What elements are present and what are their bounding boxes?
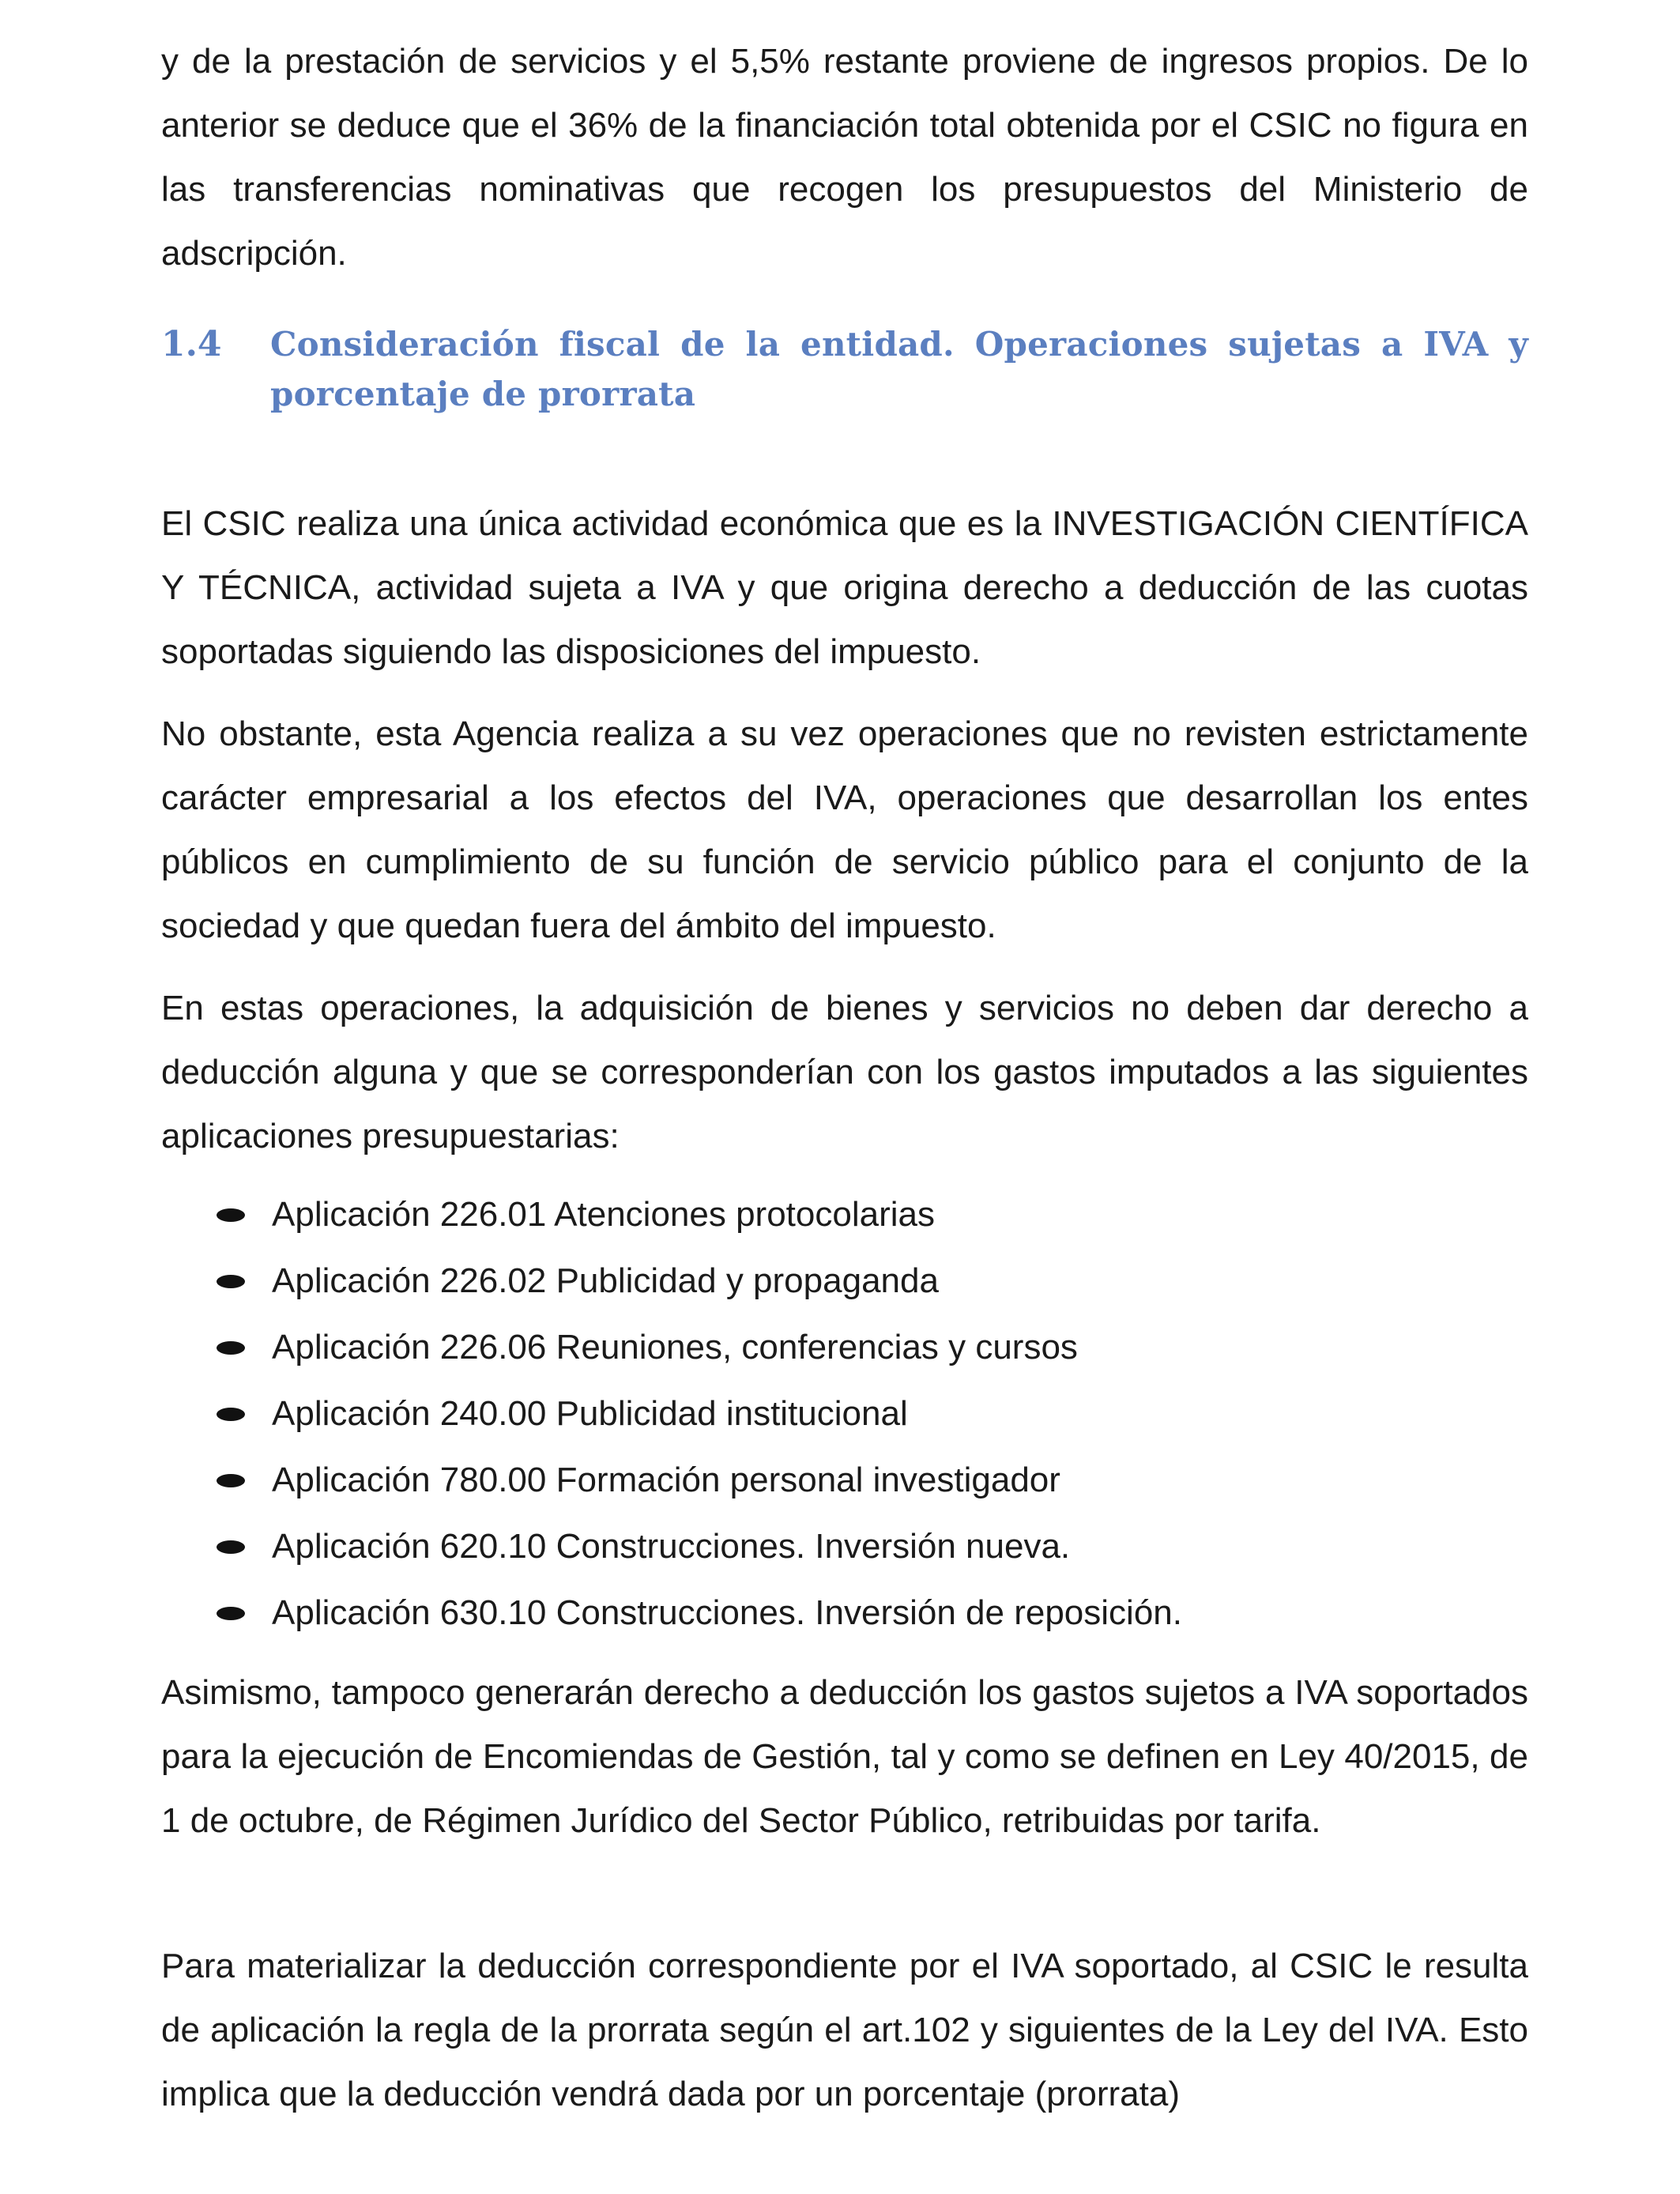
bullet-icon [217, 1474, 245, 1487]
bullet-icon [217, 1408, 245, 1421]
list-item [161, 1248, 1528, 1314]
paragraph-non-business-operations: No obstante, esta Agencia realiza a su vez operaciones que no revisten estrictamente carácter empresarial a los efectos del IVA, operaciones que desarrollan los entes públicos en cumplimiento de su función de servicio público para el conjunto de la sociedad y que quedan fuera del ámbito del impuesto. [161, 714, 1528, 945]
bullet-icon [217, 1208, 245, 1222]
bullet-icon [217, 1341, 245, 1355]
list-item-text: Aplicación 226.01 Atenciones protocolarias [272, 1195, 935, 1234]
list-item [161, 1381, 1528, 1447]
list-item-text: Aplicación 620.10 Construcciones. Inversión nueva. [272, 1527, 1071, 1566]
list-item [161, 1514, 1528, 1580]
bullet-icon [217, 1275, 245, 1288]
list-item [161, 1182, 1528, 1248]
list-item-text: Aplicación 780.00 Formación personal investigador [272, 1461, 1060, 1499]
paragraph-budget-applications: En estas operaciones, la adquisición de bienes y servicios no deben dar derecho a deducción alguna y que se corresponderían con los gastos imputados a las siguientes aplicaciones presupuestarias: [161, 989, 1528, 1155]
list-item [161, 1314, 1528, 1381]
section-title: Consideración fiscal de la entidad. Operaciones sujetas a IVA y porcentaje de prorrata [270, 325, 1528, 413]
paragraph-prorrata-rule: Para materializar la deducción correspondiente por el IVA soportado, al CSIC le resulta de aplicación la regla de la prorrata según el art.102 y siguientes de la Ley del IVA. Esto implica que la deducción vendrá dada por un porcentaje (prorrata) [161, 1947, 1528, 2113]
paragraph-management-orders: Asimismo, tampoco generarán derecho a deducción los gastos sujetos a IVA soportados para la ejecución de Encomiendas de Gestión, tal y como se definen en Ley 40/2015, de 1 de octubre, de Régimen Jurídico del Sector Público, retribuidas por tarifa. [161, 1673, 1528, 1840]
list-item [161, 1447, 1528, 1514]
list-item-text: Aplicación 226.06 Reuniones, conferencias y cursos [272, 1328, 1078, 1367]
list-item-text: Aplicación 240.00 Publicidad institucional [272, 1394, 908, 1433]
bullet-icon [217, 1607, 245, 1620]
bullet-icon [217, 1540, 245, 1554]
list-item [161, 1580, 1528, 1646]
paragraph-activity: El CSIC realiza una única actividad económica que es la INVESTIGACIÓN CIENTÍFICA Y TÉCNICA, actividad sujeta a IVA y que origina derecho a deducción de las cuotas soportadas siguiendo las disposiciones del impuesto. [161, 504, 1528, 671]
budget-application-list [161, 1182, 1528, 1646]
list-item-text: Aplicación 226.02 Publicidad y propaganda [272, 1261, 939, 1300]
section-number: 1.4 [161, 324, 222, 364]
list-item-text: Aplicación 630.10 Construcciones. Inversión de reposición. [272, 1593, 1182, 1632]
paragraph-financing: y de la prestación de servicios y el 5,5% restante proviene de ingresos propios. De lo anterior se deduce que el 36% de la financiación total obtenida por el CSIC no figura en las transferencias nominativas que recogen los presupuestos del Ministerio de adscripción. [161, 42, 1528, 273]
